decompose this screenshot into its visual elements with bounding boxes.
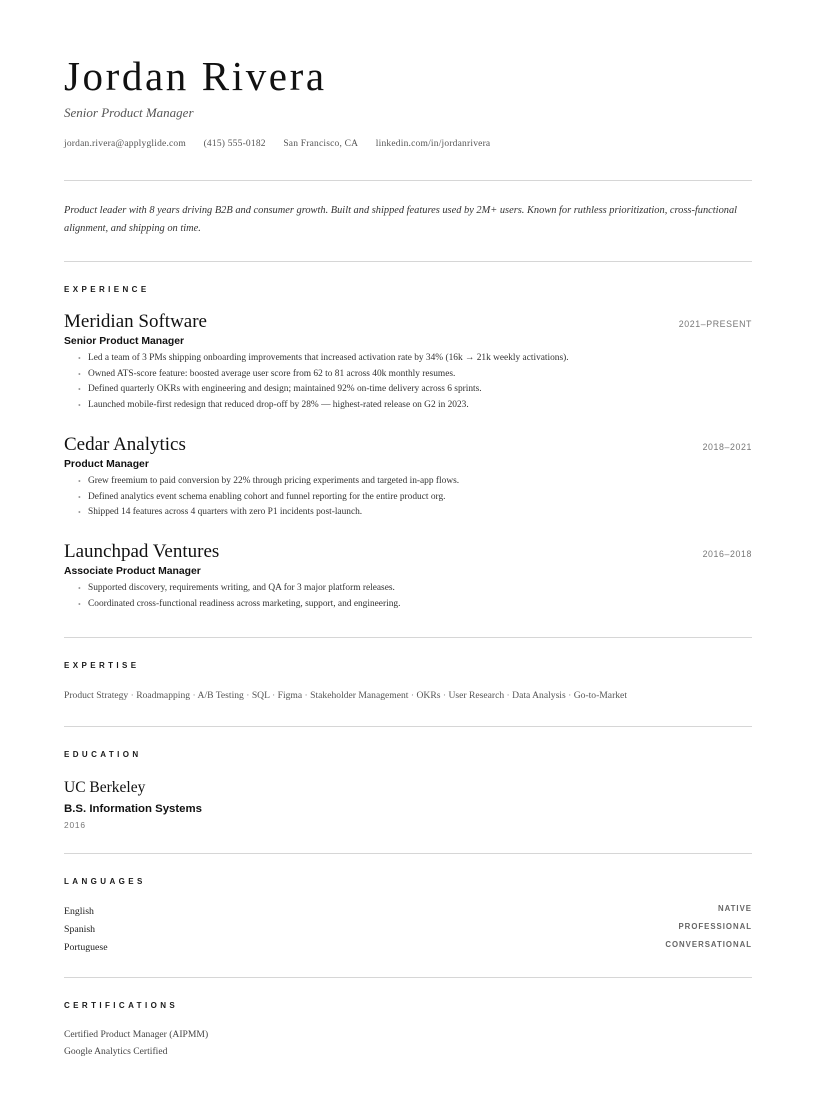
job-role: Product Manager: [64, 459, 149, 470]
section-heading-expertise: EXPERTISE: [64, 661, 140, 670]
skill-separator: ·: [243, 690, 252, 701]
job-role: Senior Product Manager: [64, 336, 185, 347]
skill-item: Stakeholder Management: [310, 690, 409, 701]
job-title: Senior Product Manager: [64, 105, 194, 120]
language-name: Spanish: [64, 924, 96, 935]
divider: [64, 637, 752, 638]
job-dates: 2021–PRESENT: [678, 319, 752, 329]
skill-item: Go-to-Market: [573, 690, 627, 701]
company-name: Meridian Software: [64, 311, 207, 332]
section-heading-languages: LANGUAGES: [64, 877, 146, 886]
candidate-name: Jordan Rivera: [64, 53, 327, 99]
school-name: UC Berkeley: [64, 779, 146, 796]
contact-email[interactable]: jordan.rivera@applyglide.com: [64, 139, 186, 149]
language-level: NATIVE: [717, 904, 752, 913]
contact-linkedin[interactable]: linkedin.com/in/jordanrivera: [375, 139, 491, 149]
language-row: [64, 922, 752, 936]
divider: [64, 726, 752, 727]
language-level: CONVERSATIONAL: [665, 940, 752, 949]
company-name: Launchpad Ventures: [64, 541, 220, 562]
section-heading-education: EDUCATION: [64, 750, 142, 759]
section-heading-certifications: CERTIFICATIONS: [64, 1001, 179, 1010]
summary: Product leader with 8 years driving B2B and consumer growth. Built and shipped features used by 2M+ users. Known for ruthless prioritization, cross-functional alignment, and shipping on time.: [64, 205, 738, 234]
skill-item: A/B Testing: [197, 690, 244, 701]
bullet-item: • Defined analytics event schema enabling cohort and funnel reporting for the entire product org.: [64, 490, 752, 506]
skill-item: SQL: [251, 690, 270, 701]
job-dates: 2018–2021: [702, 442, 752, 452]
job-bullets: [64, 474, 752, 521]
divider: [64, 180, 752, 181]
language-row: [64, 940, 752, 954]
skill-separator: ·: [504, 690, 513, 701]
skill-separator: ·: [128, 690, 137, 701]
skill-separator: ·: [408, 690, 417, 701]
bullet-item: • Launched mobile-first redesign that reduced drop-off by 28% — highest-rated release on G2 in 2023.: [64, 398, 752, 414]
graduation-year: 2016: [64, 820, 86, 830]
skill-item: Product Strategy: [64, 690, 129, 701]
section-heading-experience: EXPERIENCE: [64, 285, 150, 294]
degree: B.S. Information Systems: [64, 803, 202, 815]
job-bullets: [64, 351, 752, 413]
skill-separator: ·: [190, 690, 198, 701]
language-name: English: [64, 906, 94, 917]
job-dates: 2016–2018: [702, 549, 752, 559]
bullet-item: • Supported discovery, requirements writing, and QA for 3 major platform releases.: [64, 581, 752, 597]
divider: [64, 261, 752, 262]
skill-item: Data Analysis: [512, 690, 566, 701]
contact-phone[interactable]: (415) 555-0182: [203, 139, 266, 149]
company-name: Cedar Analytics: [64, 434, 186, 455]
language-name: Portuguese: [64, 942, 108, 953]
language-level: PROFESSIONAL: [678, 922, 752, 931]
bullet-item: • Defined quarterly OKRs with engineering and design; maintained 92% on-time delivery across 6 sprints.: [64, 382, 752, 398]
certification-item: Certified Product Manager (AIPMM): [64, 1029, 209, 1040]
divider: [64, 977, 752, 978]
skill-separator: ·: [269, 690, 278, 701]
bullet-item: • Owned ATS-score feature: boosted average user score from 62 to 81 across 40k monthly resumes.: [64, 367, 752, 383]
job-bullets: [64, 581, 752, 612]
certification-item: Google Analytics Certified: [64, 1046, 168, 1057]
bullet-item: • Coordinated cross-functional readiness across marketing, support, and engineering.: [64, 597, 752, 613]
contact-location: San Francisco, CA: [283, 139, 359, 149]
job-role: Associate Product Manager: [64, 566, 201, 577]
bullet-item: • Led a team of 3 PMs shipping onboarding improvements that increased activation rate by 34% (16k → 21k weekly activations).: [64, 351, 752, 367]
contact-line: [64, 138, 505, 150]
bullet-item: • Shipped 14 features across 4 quarters with zero P1 incidents post-launch.: [64, 505, 752, 521]
skills-list: [64, 690, 627, 702]
bullet-item: • Grew freemium to paid conversion by 22% through pricing experiments and targeted in-app flows.: [64, 474, 752, 490]
divider: [64, 853, 752, 854]
skill-item: OKRs: [416, 690, 441, 701]
skill-item: Figma: [277, 690, 303, 701]
skill-separator: ·: [302, 690, 311, 701]
skill-item: User Research: [448, 690, 505, 701]
language-row: [64, 904, 752, 918]
skill-separator: ·: [440, 690, 449, 701]
skill-item: Roadmapping: [136, 690, 191, 701]
skill-separator: ·: [565, 690, 574, 701]
